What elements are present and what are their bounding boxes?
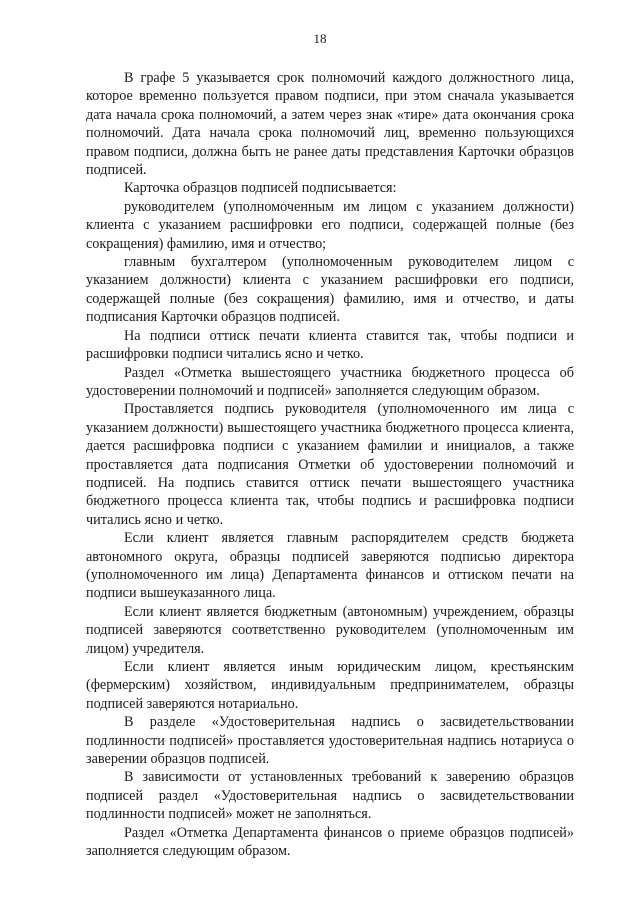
paragraph-seal-imprint: На подписи оттиск печати клиента ставится так, чтобы подписи и расшифровки подписи читались ясно и четко.: [86, 327, 574, 363]
paragraph-signer-head: руководителем (уполномоченным им лицом с указанием должности) клиента с указанием расшифровки его подписи, содержащей полные (без сокращения) фамилию, имя и отчество;: [86, 198, 574, 252]
paragraph-finance-department-section: Раздел «Отметка Департамента финансов о приеме образцов подписей» заполняется следующим образом.: [86, 824, 574, 860]
paragraph-superior-section: Раздел «Отметка вышестоящего участника бюджетного процесса об удостоверении полномочий и подписей» заполняется следующим образом.: [86, 364, 574, 399]
paragraph-notary-section: В разделе «Удостоверительная надпись о засвидетельствовании подлинности подписей» проставляется удостоверительная надпись нотариуса о заверении образцов подписей.: [86, 714, 574, 768]
paragraph-other-legal-entity: Если клиент является иным юридическим лицом, крестьянским (фермерским) хозяйством, индивидуальным предпринимателем, образцы подписей заверяются нотариально.: [86, 659, 574, 712]
paragraph-term-of-authority: В графе 5 указывается срок полномочий каждого должностного лица, которое временно пользуется правом подписи, при этом сначала указывается дата начала срока полномочий, а затем через знак «тире» дата окончания срока полномочий. Дата начала срока полномочий лиц, временно пользующихся правом подписи, должна быть не ранее даты представления Карточки образцов подписей.: [86, 70, 574, 179]
page-number: 18: [313, 31, 327, 46]
paragraph-budget-institution: Если клиент является бюджетным (автономным) учреждением, образцы подписей заверяются соответственно руководителем (уполномоченным им лицом) учредителя.: [86, 603, 574, 657]
paragraph-chief-administrator: Если клиент является главным распорядителем средств бюджета автономного округа, образцы подписей заверяются подписью директора (уполномоченного им лица) Департамента финансов и оттиском печати на подписи вышеуказанного лица.: [86, 530, 574, 602]
document-body: [86, 69, 574, 860]
paragraph-signed-by: Карточка образцов подписей подписывается:: [124, 180, 397, 197]
paragraph-superior-signature: Проставляется подпись руководителя (уполномоченного им лица с указанием должности) вышестоящего участника бюджетного процесса клиента, дается расшифровка подписи с указанием фамилии и инициалов, а также проставляется дата подписания Отметки об удостоверении полномочий и подписей. На подпись ставится оттиск печати вышестоящего участника бюджетного процесса клиента так, чтобы подпись и расшифровка подписи читались ясно и четко.: [86, 401, 574, 528]
paragraph-signer-accountant: главным бухгалтером (уполномоченным руководителем лицом с указанием должности) клиента с указанием расшифровки его подписи, содержащей полные (без сокращения) фамилию, имя и отчество, и даты подписания Карточки образцов подписей.: [86, 254, 574, 326]
paragraph-notary-optional: В зависимости от установленных требований к заверению образцов подписей раздел «Удостоверительная надпись о засвидетельствовании подлинности подписей» может не заполняться.: [86, 769, 574, 823]
